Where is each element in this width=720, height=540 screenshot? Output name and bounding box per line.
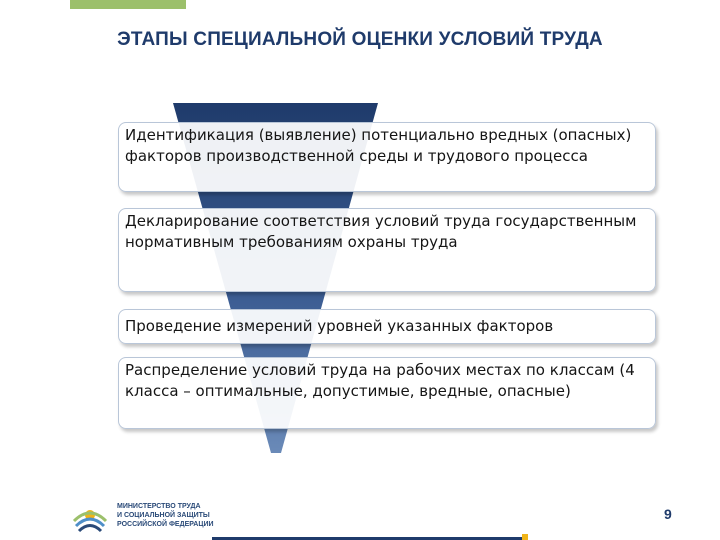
stage-identification: Идентификация (выявление) потенциально вредных (опасных) факторов производственной среды и трудового процесса: [118, 122, 656, 192]
logo-line-2: И СОЦИАЛЬНОЙ ЗАЩИТЫ: [117, 512, 210, 519]
slide-title: ЭТАПЫ СПЕЦИАЛЬНОЙ ОЦЕНКИ УСЛОВИЙ ТРУДА: [117, 29, 603, 50]
ministry-logo-text: [117, 502, 247, 529]
ministry-logo-icon: [70, 495, 110, 535]
stage-measurements: Проведение измерений уровней указанных факторов: [118, 309, 656, 344]
stage-classification: Распределение условий труда на рабочих местах по классам (4 класса – оптимальные, допустимые, вредные, опасные): [118, 357, 656, 429]
logo-line-3: РОССИЙСКОЙ ФЕДЕРАЦИИ: [117, 521, 214, 528]
stage-declaration: Декларирование соответствия условий труда государственным нормативным требованиям охраны труда: [118, 208, 656, 292]
footer-accent-mark: [522, 534, 528, 540]
page-number: 9: [664, 506, 672, 522]
logo-line-1: МИНИСТЕРСТВО ТРУДА: [117, 503, 201, 510]
